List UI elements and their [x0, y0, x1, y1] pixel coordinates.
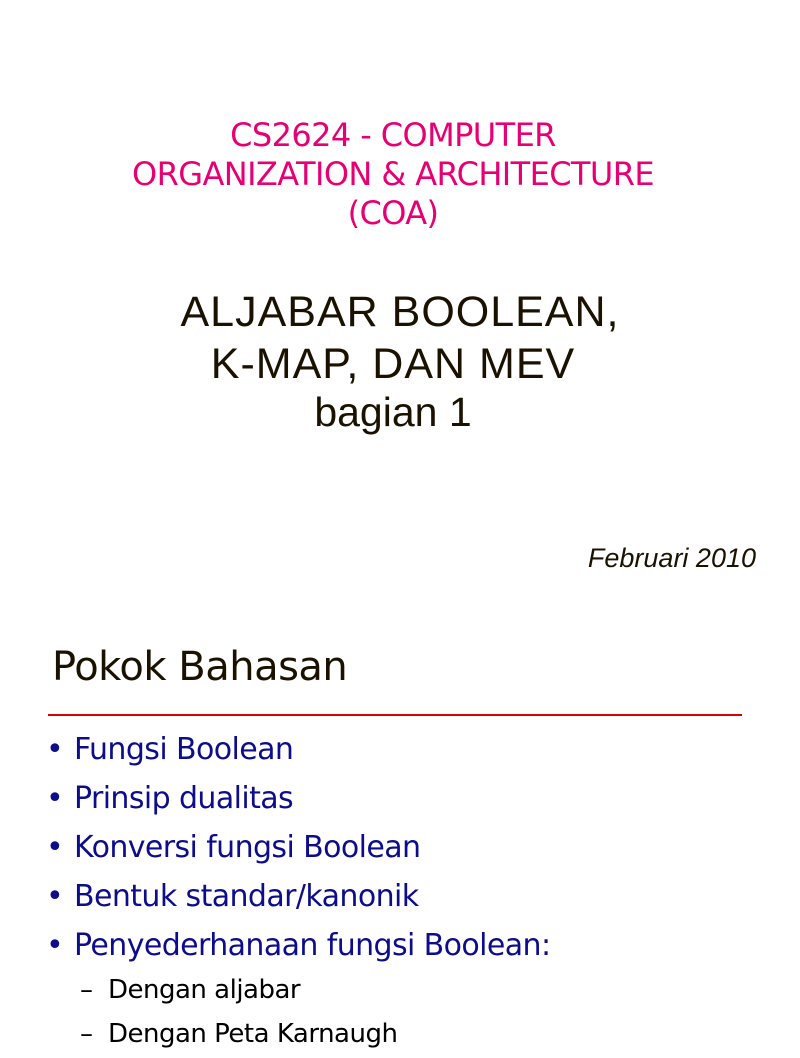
bullet-icon: • [46, 928, 64, 963]
bullet-icon: • [46, 830, 64, 865]
bullet-list [46, 727, 550, 972]
sub-bullet-text: Dengan aljabar [108, 975, 301, 1005]
course-title [0, 116, 786, 233]
bullet-icon: • [46, 879, 64, 914]
bullet-item [46, 825, 550, 874]
dash-icon: – [80, 1019, 93, 1049]
bullet-text: Bentuk standar/kanonik [74, 879, 419, 914]
course-title-line-3: (COA) [347, 194, 439, 232]
dash-icon: – [80, 975, 93, 1005]
bullet-item [46, 727, 550, 776]
bullet-icon: • [46, 781, 64, 816]
title-divider [48, 714, 742, 716]
bullet-text: Fungsi Boolean [74, 732, 294, 767]
bullet-item [46, 776, 550, 825]
course-title-line-1: CS2624 - COMPUTER [230, 116, 556, 154]
bullet-text: Konversi fungsi Boolean [74, 830, 421, 865]
bullet-item [46, 923, 550, 972]
topic-title-line-1: ALJABAR BOOLEAN, [180, 288, 620, 336]
course-title-line-2: ORGANIZATION & ARCHITECTURE [132, 155, 654, 193]
bullet-text: Prinsip dualitas [74, 781, 294, 816]
sub-bullet-item [80, 970, 397, 1014]
sub-bullet-item [80, 1014, 397, 1058]
sub-bullet-text: Dengan Peta Karnaugh [108, 1019, 398, 1049]
section-title: Pokok Bahasan [52, 644, 348, 690]
presentation-date: Februari 2010 [587, 543, 756, 573]
bullet-icon: • [46, 732, 64, 767]
bullet-text: Penyederhanaan fungsi Boolean: [74, 928, 551, 963]
sub-bullet-list [80, 970, 397, 1058]
topic-title-line-3: bagian 1 [314, 389, 472, 435]
topic-title-line-2: K-MAP, DAN MEV [210, 340, 576, 388]
bullet-item [46, 874, 550, 923]
